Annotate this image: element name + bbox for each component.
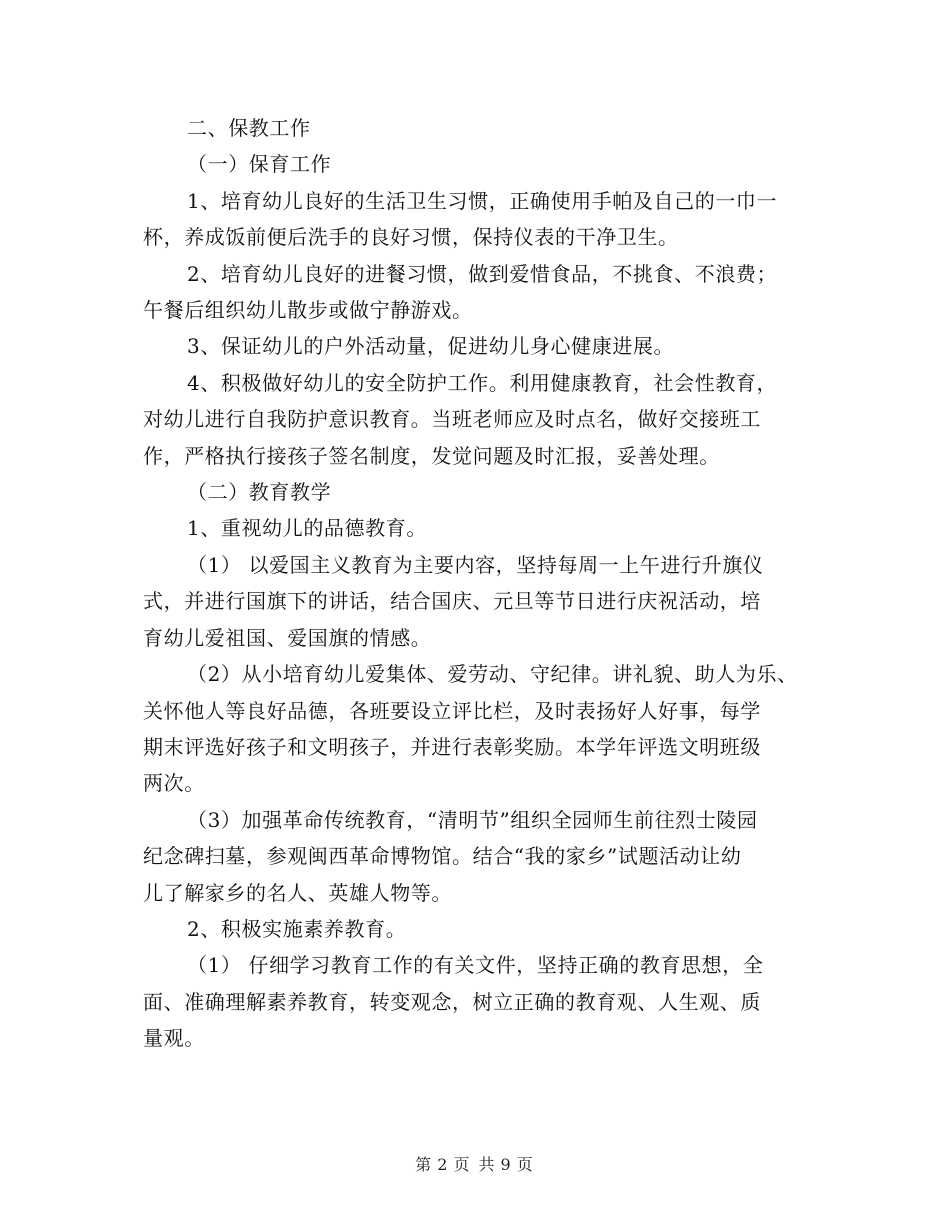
paragraph-line: 2、积极实施素养教育。: [187, 916, 407, 941]
current-page-number: 2: [437, 1155, 450, 1174]
subsection-heading: （二）教育教学: [187, 480, 332, 505]
subsection-heading: （一）保育工作: [187, 152, 332, 177]
paragraph-line: （2）从小培育幼儿爱集体、爱劳动、守纪律。讲礼貌、助人为乐、: [187, 662, 798, 687]
document-body: [143, 110, 823, 1057]
total-page-number: 9: [500, 1155, 513, 1174]
paragraph-line: 午餐后组织幼儿散步或做宁静游戏。: [143, 298, 473, 323]
paragraph-line: 面、准确理解素养教育，转变观念，树立正确的教育观、人生观、质: [143, 989, 761, 1014]
paragraph-line: 两次。: [143, 771, 205, 796]
paragraph-line: 量观。: [143, 1026, 205, 1051]
paragraph-line: 关怀他人等良好品德，各班要设立评比栏，及时表扬好人好事，每学: [143, 698, 761, 723]
paragraph-line: （3）加强革命传统教育，“清明节”组织全园师生前往烈士陵园: [187, 807, 758, 832]
paragraph-line: 2、培育幼儿良好的进餐习惯，做到爱惜食品，不挑食、不浪费；: [187, 261, 778, 286]
page-footer: [0, 1154, 950, 1176]
paragraph-line: 期末评选好孩子和文明孩子，并进行表彰奖励。本学年评选文明班级: [143, 734, 761, 759]
paragraph-line: 4、积极做好幼儿的安全防护工作。利用健康教育，社会性教育，: [187, 370, 778, 395]
section-heading: 二、保教工作: [187, 116, 311, 140]
paragraph-line: 式，并进行国旗下的讲话，结合国庆、元旦等节日进行庆祝活动，培: [143, 589, 761, 614]
paragraph-line: 杯，养成饭前便后洗手的良好习惯，保持仪表的干净卫生。: [143, 225, 679, 250]
paragraph-line: 儿了解家乡的名人、英雄人物等。: [143, 880, 452, 905]
paragraph-line: 育幼儿爱祖国、爱国旗的情感。: [143, 625, 432, 650]
paragraph-line: （1） 仔细学习教育工作的有关文件，坚持正确的教育思想，全: [187, 953, 764, 978]
paragraph-line: 3、保证幼儿的户外活动量，促进幼儿身心健康进展。: [187, 334, 675, 359]
paragraph-line: 作，严格执行接孩子签名制度，发觉问题及时汇报，妥善处理。: [143, 443, 720, 468]
paragraph-line: 1、重视幼儿的品德教育。: [187, 516, 427, 541]
paragraph-line: 1、培育幼儿良好的生活卫生习惯，正确使用手帕及自己的一巾一: [187, 188, 778, 213]
footer-middle: 页 共: [453, 1155, 497, 1174]
paragraph-line: （1） 以爱国主义教育为主要内容，坚持每周一上午进行升旗仪: [187, 552, 764, 577]
paragraph-line: 纪念碑扫墓，参观闽西革命博物馆。结合“我的家乡”试题活动让幼: [143, 844, 742, 869]
footer-prefix: 第: [415, 1155, 434, 1174]
footer-suffix: 页: [516, 1155, 535, 1174]
paragraph-line: 对幼儿进行自我防护意识教育。当班老师应及时点名，做好交接班工: [143, 407, 761, 432]
